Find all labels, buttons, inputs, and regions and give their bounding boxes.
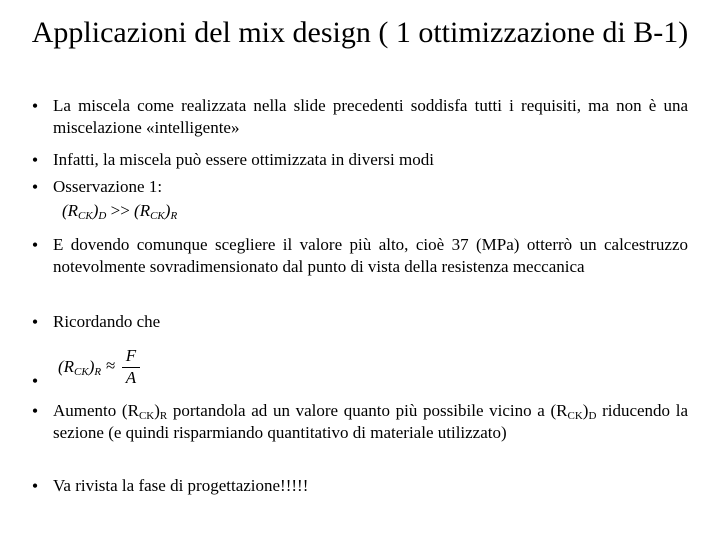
bullet-item	[28, 95, 688, 139]
bullet-text: Osservazione 1:	[53, 177, 163, 196]
bullet-text: Infatti, la miscela può essere ottimizzata in diversi modi	[53, 150, 434, 169]
formula-left-open: (R	[62, 201, 79, 220]
text-run: portandola ad un valore quanto più possibile vicino a (R	[167, 401, 568, 420]
formula-rck-d-much-greater-rck-r	[62, 201, 177, 221]
bullet-dot: •	[31, 96, 39, 116]
formula-right-open: (R	[134, 201, 151, 220]
bullet-item	[28, 311, 688, 333]
formula-sub: R	[94, 366, 102, 378]
bullet-dot: •	[31, 401, 39, 421]
bullet-text: Va rivista la fase di progettazione!!!!!	[53, 476, 309, 495]
bullet-dot: •	[31, 476, 39, 496]
formula-sub: CK	[74, 366, 89, 378]
text-sub: D	[588, 410, 597, 422]
formula-sub: CK	[150, 210, 165, 222]
bullet-dot: •	[31, 235, 39, 255]
bullet-dot: •	[31, 177, 39, 197]
formula-sub: CK	[78, 210, 93, 222]
text-sub: CK	[138, 410, 155, 422]
formula-operator: ≈	[106, 356, 116, 375]
text-run: Aumento (R	[53, 401, 139, 420]
bullet-text	[53, 400, 688, 444]
formula-left-open: (R	[58, 357, 75, 376]
formula-left-group	[58, 357, 101, 377]
bullet-item	[28, 234, 688, 278]
formula-operator: >>	[110, 201, 130, 220]
bullet-dot: •	[31, 312, 39, 332]
formula-numerator: F	[125, 346, 137, 365]
formula-rck-r-approx-f-over-a	[58, 346, 148, 390]
formula-left-close: )	[92, 201, 99, 220]
bullet-dot: •	[31, 371, 39, 391]
text-sub: R	[159, 410, 168, 422]
bullet-item	[28, 475, 688, 497]
bullet-text: Ricordando che	[53, 312, 161, 331]
bullet-dot: •	[31, 150, 39, 170]
formula-denominator: A	[125, 368, 137, 387]
bullet-item	[28, 149, 688, 171]
bullet-item	[28, 176, 688, 198]
formula-sub: D	[98, 210, 107, 222]
formula-sub: R	[170, 210, 178, 222]
bullet-text: La miscela come realizzata nella slide precedenti soddisfa tutti i requisiti, ma non è una miscelazione «intelligente»	[53, 96, 688, 137]
bullet-text: E dovendo comunque scegliere il valore più alto, cioè 37 (MPa) otterrò un calcestruzzo notevolmente sovradimensionato dal punto di vista della resistenza meccanica	[53, 235, 688, 276]
formula-left-close: )	[88, 357, 95, 376]
slide-title: Applicazioni del mix design ( 1 ottimizzazione di B-1)	[31, 16, 689, 49]
bullet-item	[28, 400, 688, 444]
text-run: )	[582, 401, 589, 420]
text-run: )	[154, 401, 160, 420]
formula-right-close: )	[164, 201, 171, 220]
text-sub: CK	[567, 410, 583, 422]
text-run: riducendo la sezione (e quindi risparmiando quantitativo di materiale utilizzato)	[53, 401, 688, 442]
